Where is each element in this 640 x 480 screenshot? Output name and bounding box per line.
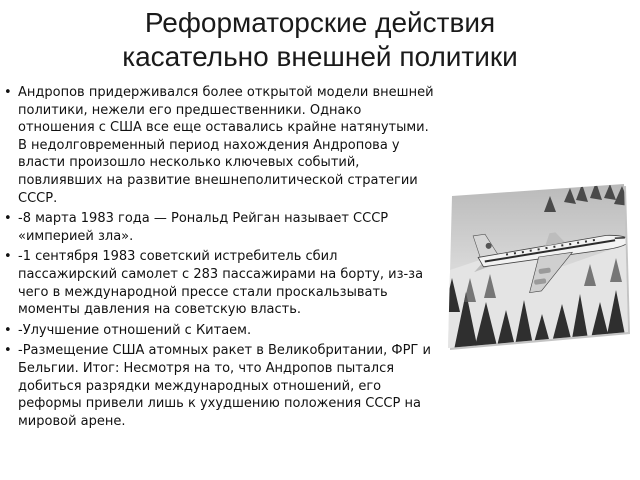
bullet-dot-icon: • xyxy=(4,85,12,100)
bullet-dot-icon: • xyxy=(4,211,12,227)
bullet-text: -Улучшение отношений с Китаем. xyxy=(18,322,252,338)
bullet-text: -Размещение США атомных ракет в Великобритании, ФРГ и Бельгии. Итог: Несмотря на то, что Андропов пытался добиться разрядки международных отношений, его реформы привели лишь к ухудшению положения СССР на мировой арене. xyxy=(18,343,431,429)
bullet-item xyxy=(4,248,440,318)
bullet-text: -1 сентября 1983 советский истребитель сбил пассажирский самолет с 283 пассажирами на борту, из-за чего в международной прессе стали проскальзывать моменты давления на советскую власть. xyxy=(18,249,424,318)
airliner-photo-icon xyxy=(444,182,632,350)
slide-title-line-1: Реформаторские действия xyxy=(144,7,496,38)
airliner-photo xyxy=(444,182,632,350)
slide-title xyxy=(20,6,620,74)
bullet-item xyxy=(4,84,440,207)
bullet-text: -8 марта 1983 года — Рональд Рейган называет СССР «империей зла». xyxy=(18,211,389,244)
bullet-item xyxy=(4,342,440,430)
bullet-text: Андропов придерживался более открытой модели внешней политики, нежели его предшественники. Однако отношения с США все еще оставались крайне натянутыми. В недолговременный период нахождения Андропова у власти произошло несколько ключевых событий, повлиявших на развитие внешнеполитической стратегии СССР. xyxy=(18,85,434,206)
bullet-item xyxy=(4,322,440,340)
bullet-dot-icon: • xyxy=(4,249,12,265)
bullet-list xyxy=(4,84,440,433)
slide-title-line-2: касательно внешней политики xyxy=(122,41,518,72)
bullet-dot-icon: • xyxy=(4,322,12,338)
bullet-dot-icon: • xyxy=(4,343,12,359)
bullet-item xyxy=(4,210,440,245)
